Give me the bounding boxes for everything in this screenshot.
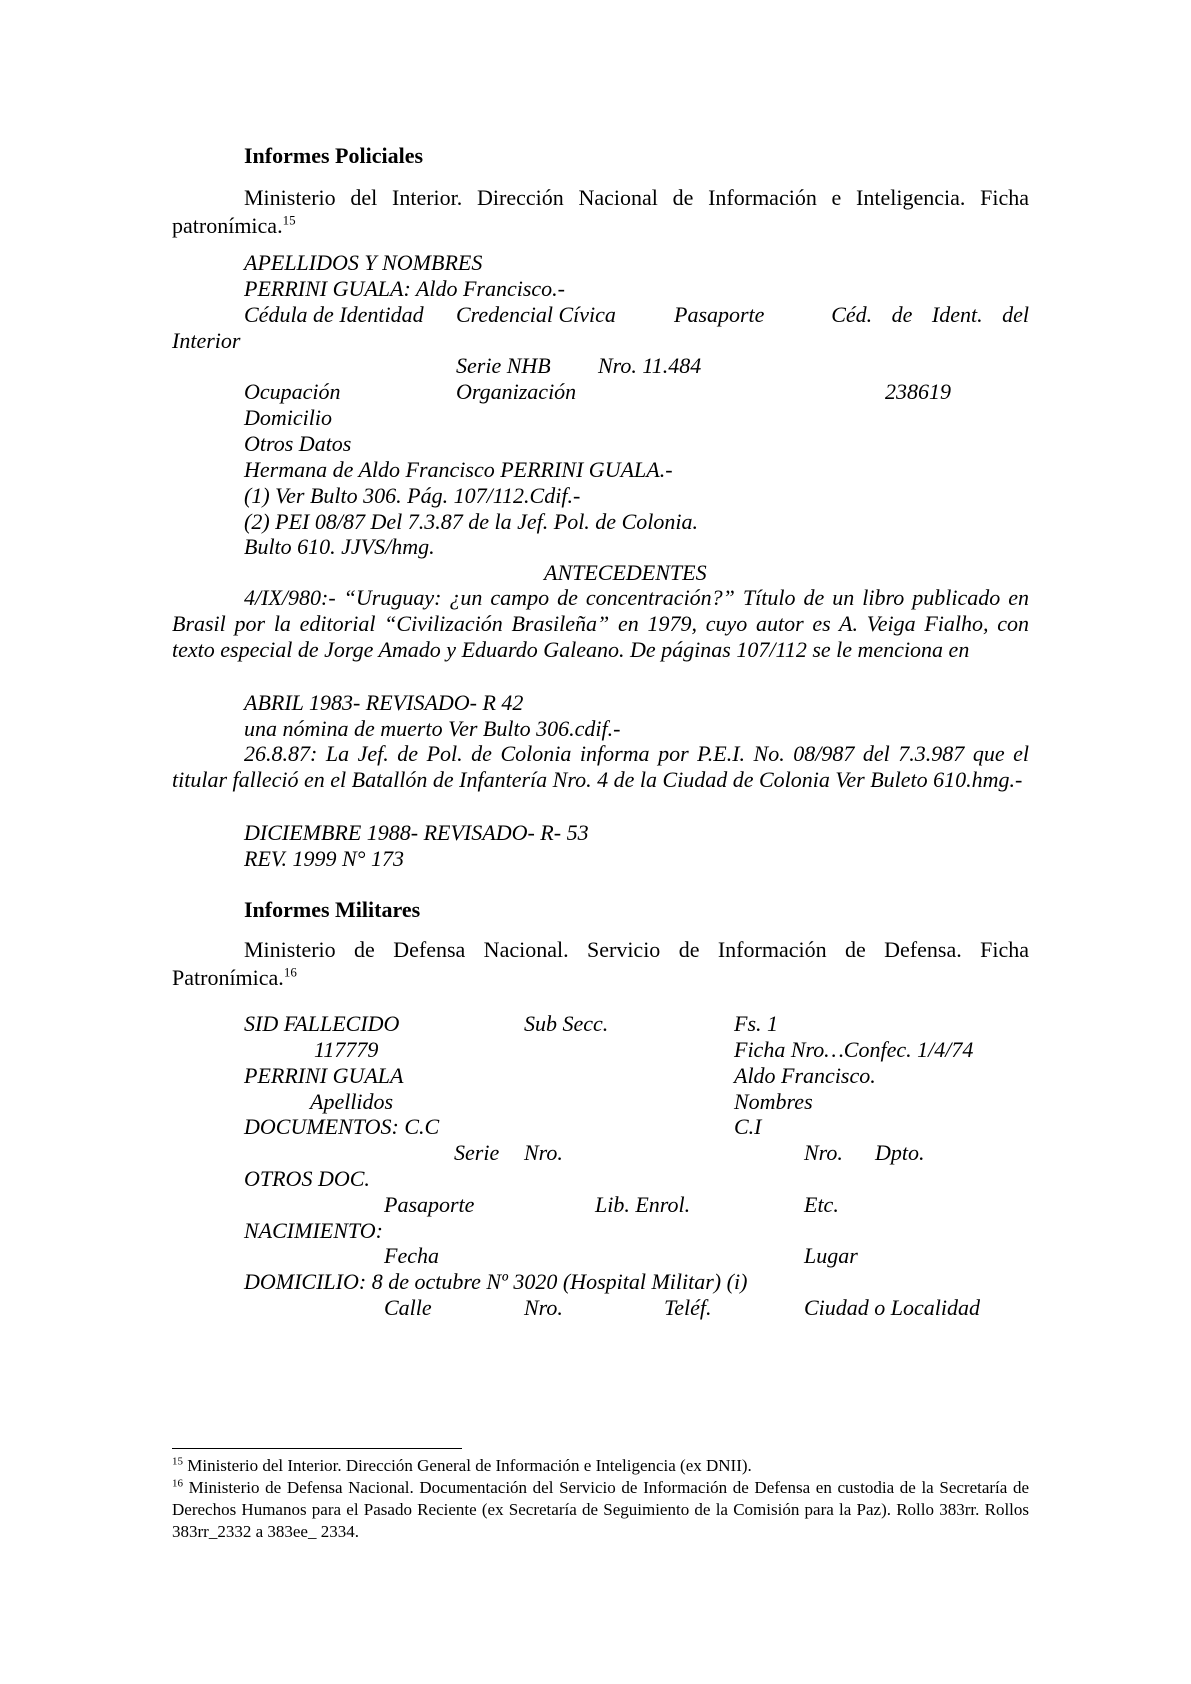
footnote-15: [172, 1455, 1029, 1477]
label-apellidos: APELLIDOS Y NOMBRES: [244, 250, 483, 275]
military-heading: Informes Militares: [244, 897, 421, 922]
label-domicilio: Domicilio: [244, 405, 332, 430]
antecedentes-heading: ANTECEDENTES: [544, 560, 707, 585]
ci-label: C.I: [734, 1114, 762, 1139]
police-intro-text: Ministerio del Interior. Dirección Nacional de Información e Inteligencia. Ficha patronímica.: [172, 185, 1029, 238]
dpto-label: Dpto.: [875, 1140, 925, 1165]
otros-doc: OTROS DOC.: [244, 1166, 370, 1191]
nro-label-c: Nro.: [524, 1295, 563, 1320]
col-pasaporte: Pasaporte: [674, 302, 765, 327]
abril-line: ABRIL 1983- REVISADO- R 42: [244, 690, 524, 715]
perrini-guala: PERRINI GUALA: [244, 1063, 404, 1088]
document-page: [172, 0, 1029, 1684]
name-line: PERRINI GUALA: Aldo Francisco.-: [244, 276, 565, 301]
footnote-ref-15: 15: [282, 212, 296, 228]
sid-fallecido: SID FALLECIDO: [244, 1011, 400, 1036]
footnote-ref-16: 16: [283, 964, 297, 980]
col-cedula: Cédula de Identidad: [244, 302, 424, 327]
rev-line: REV. 1999 N° 173: [244, 846, 404, 871]
antecedentes-paragraph: 4/IX/980:- “Uruguay: ¿un campo de concentración?” Título de un libro publicado en Brasil por la editorial “Civilización Brasileña” en 1979, cuyo autor es A. Veiga Fialho, con texto especial de Jorge Amado y Eduardo Galeano. De páginas 107/112 se le menciona en: [172, 585, 1029, 662]
documentos-cc: DOCUMENTOS: C.C: [244, 1114, 440, 1139]
lugar-label: Lugar: [804, 1243, 858, 1268]
lib-enrol-label: Lib. Enrol.: [595, 1192, 691, 1217]
number-117779: 117779: [314, 1037, 379, 1062]
etc-label: Etc.: [804, 1192, 839, 1217]
label-otros-datos: Otros Datos: [244, 431, 352, 456]
domicilio-line: DOMICILIO: 8 de octubre Nº 3020 (Hospital Militar) (i): [244, 1269, 748, 1294]
nro-label-b: Nro.: [804, 1140, 843, 1165]
footnote-16-text: Ministerio de Defensa Nacional. Documentación del Servicio de Información de Defensa en custodia de la Secretaría de Derechos Humanos para el Pasado Reciente (ex Secretaría de Seguimiento de la Comisión para la Paz). Rollo 383rr. Rollos 383rr_2332 a 383ee_ 2334.: [172, 1478, 1029, 1541]
aldo-francisco: Aldo Francisco.: [734, 1063, 876, 1088]
nro-label-a: Nro.: [524, 1140, 563, 1165]
jefatura-paragraph: 26.8.87: La Jef. de Pol. de Colonia informa por P.E.I. No. 08/987 del 7.3.987 que el titular falleció en el Batallón de Infantería Nro. 4 de la Ciudad de Colonia Ver Buleto 610.hmg.-: [172, 741, 1029, 792]
serie-nhb: Serie NHB: [456, 353, 551, 378]
ref2-line: (2) PEI 08/87 Del 7.3.87 de la Jef. Pol. de Colonia.: [244, 509, 698, 534]
ref1-line: (1) Ver Bulto 306. Pág. 107/112.Cdif.-: [244, 483, 581, 508]
nacimiento-label: NACIMIENTO:: [244, 1218, 383, 1243]
footnote-16-number: 16: [172, 1477, 183, 1490]
sub-secc: Sub Secc.: [524, 1011, 609, 1036]
nro-value: Nro. 11.484: [598, 353, 702, 378]
label-apellidos-mil: Apellidos: [310, 1089, 394, 1114]
police-heading: Informes Policiales: [244, 143, 424, 168]
col-ced-interior-cont: Interior: [172, 328, 241, 353]
fecha-label: Fecha: [384, 1243, 439, 1268]
col-ced-interior: Céd. de Ident. del: [831, 302, 1029, 327]
label-nombres: Nombres: [734, 1089, 813, 1114]
military-intro-text: Ministerio de Defensa Nacional. Servicio de Información de Defensa. Ficha Patronímica.: [172, 937, 1029, 990]
police-intro: [172, 184, 1029, 240]
ficha-nro: Ficha Nro…Confec. 1/4/74: [734, 1037, 974, 1062]
fs-1: Fs. 1: [734, 1011, 778, 1036]
diciembre-line: DICIEMBRE 1988- REVISADO- R- 53: [244, 820, 589, 845]
number-238619: 238619: [885, 379, 951, 404]
calle-label: Calle: [384, 1295, 432, 1320]
footnote-16: [172, 1477, 1029, 1543]
footnote-15-text: Ministerio del Interior. Dirección General de Información e Inteligencia (ex DNII).: [187, 1456, 752, 1475]
ciudad-label: Ciudad o Localidad: [804, 1295, 981, 1320]
pasaporte-label: Pasaporte: [384, 1192, 475, 1217]
label-ocupacion: Ocupación: [244, 379, 341, 404]
label-organizacion: Organización: [456, 379, 577, 404]
col-credencial: Credencial Cívica: [456, 302, 616, 327]
nomina-line: una nómina de muerto Ver Bulto 306.cdif.-: [244, 716, 621, 741]
military-intro: [172, 936, 1029, 992]
bulto-line: Bulto 610. JJVS/hmg.: [244, 534, 435, 559]
footnote-separator: [172, 1448, 462, 1449]
hermana-line: Hermana de Aldo Francisco PERRINI GUALA.-: [244, 457, 673, 482]
telef-label: Teléf.: [664, 1295, 712, 1320]
serie-label: Serie: [454, 1140, 500, 1165]
footnote-15-number: 15: [172, 1455, 183, 1468]
